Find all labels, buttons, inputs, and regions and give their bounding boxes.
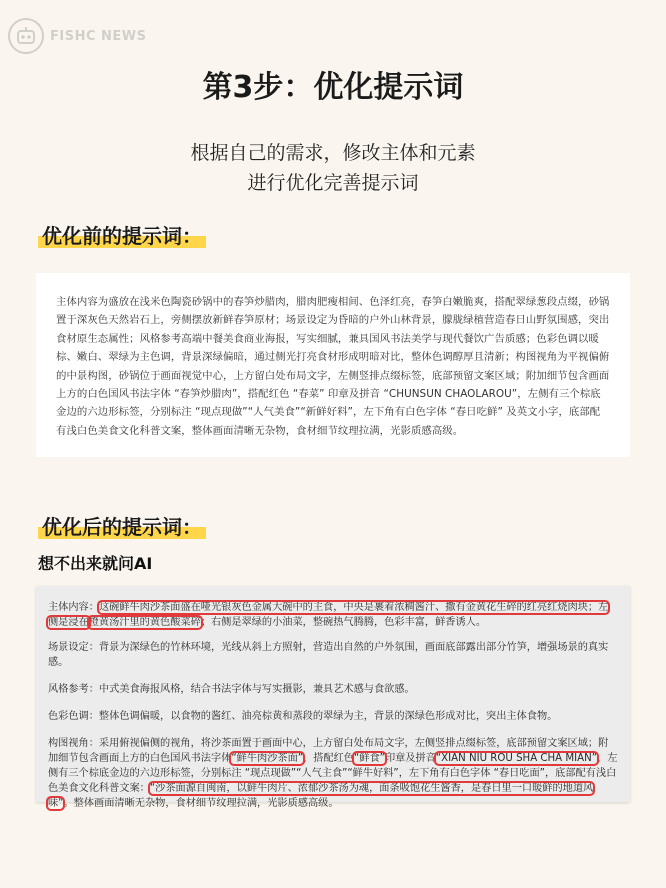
- pinyin-highlight: “XIAN NIU ROU SHA CHA MIAN”: [435, 753, 598, 764]
- composition-text-1: 构图视角：采用俯视偏侧的视角，将沙茶面置于画面中心，上方留白处布局文字，左侧竖排点缀标签，底部预留文案区域；附加细节包含画面上方的白色国风书法字体: [48, 738, 609, 764]
- bottom-whitespace: [0, 802, 666, 888]
- after-subject-paragraph: [48, 600, 618, 630]
- subtitle-line-1: 根据自己的需求，修改主体和元素: [190, 142, 476, 164]
- after-section-label: 优化后的提示词：: [38, 513, 206, 541]
- copy-text-highlight: “沙茶面源自闽南，以鲜牛肉片、浓郁沙茶汤为魂，面条吸饱花生酱香，是春日里一口暖鲜的地道风味”: [48, 783, 594, 809]
- before-prompt-text: 主体内容为盛放在浅米色陶瓷砂锅中的春笋炒腊肉，腊肉肥瘦相间、色泽红亮，春笋白嫩脆爽，搭配翠绿葱段点缀，砂锅置于深灰色天然岩石上，旁侧摆放新鲜春笋原材；场景设定为昏暗的户外山林背景，朦胧绿植营造春日山野氛围感，突出食材原生态属性；风格参考高端中餐美食商业海报，写实细腻，兼具国风书法美学与现代餐饮广告质感；色彩色调以暖棕、嫩白、翠绿为主色调，背景深绿偏暗，通过侧光打亮食材形成明暗对比，整体色调醇厚且清新；构图视角为平视偏俯的中景构图，砂锅位于画面视觉中心，上方留白处布局文字，左侧竖排点缀标签，底部预留文案区域；附加细节包含画面上方的白色国风书法字体 “春笋炒腊肉”，搭配红色 “春菜” 印章及拼音 “CHUNSUN CHAOLAROU”，左侧有三个棕底金边的六边形标签，分别标注 “现点现做”“人气美食”“新鲜好料”，左下角有白色字体 “春日吃鲜” 及英文小字，底部配有浅白色美食文化科普文案，整体画面清晰无杂物，食材细节纹理拉满，光影质感高级。: [56, 296, 610, 437]
- after-prompt-card: [36, 586, 630, 809]
- subtitle: [0, 138, 666, 198]
- after-scene-paragraph: 场景设定：背景为深绿色的竹林环境，光线从斜上方照射，营造出自然的户外氛围，画面底部露出部分竹笋，增强场景的真实感。: [48, 642, 609, 668]
- seal-text-highlight: “鲜食”: [354, 753, 385, 764]
- brand-logo: [8, 18, 147, 54]
- before-section-label: 优化前的提示词：: [38, 222, 206, 250]
- composition-text-4: ，左侧有三个棕底金边的六边形标签，分别标注 “现点现做”“人气主食”“鲜牛好料”，左下角有白色字体 “春日吃面”，底部配有浅白色美食文化科普文案：: [48, 753, 618, 794]
- composition-text-2: ，搭配红色: [303, 753, 354, 764]
- after-composition-paragraph: [48, 736, 618, 811]
- composition-text-5: 。整体画面清晰无杂物，食材细节纹理拉满，光影质感高级。: [63, 798, 339, 809]
- subtitle-line-2: 进行优化完善提示词: [247, 172, 419, 194]
- after-style-paragraph: 风格参考：中式美食海报风格，结合书法字体与写实摄影，兼具艺术感与食欲感。: [48, 684, 415, 695]
- subject-label: 主体内容：: [48, 602, 99, 613]
- robot-head-icon: [8, 18, 44, 54]
- ask-ai-hint: 想不出来就问AI: [38, 554, 153, 573]
- title-text-highlight: “鲜牛肉沙茶面”: [231, 753, 304, 764]
- composition-text-3: 印章及拼音: [384, 753, 436, 764]
- after-color-paragraph: 色彩色调：整体色调偏暖，以食物的酱红、油亮棕黄和蒸段的翠绿为主，背景的深绿色形成对比，突出主体食物。: [48, 711, 558, 722]
- page-title: 第3步：优化提示词: [202, 70, 464, 105]
- brand-name: FISHC NEWS: [50, 28, 147, 44]
- subject-highlight: 这碗鲜牛肉沙茶面盛在哑光银灰色金属大碗中的主食，中央是裹着浓稠酱汁、撒有金黄花生碎的红亮红烧肉块；左侧是浸在: [48, 602, 609, 628]
- side-dish-highlight: 橙黄汤汁里的黄色酸菜碎: [88, 617, 201, 628]
- before-prompt-card: [36, 273, 630, 457]
- subject-rest: ；右侧是翠绿的小油菜，整碗热气腾腾，色彩丰富，鲜香诱人。: [200, 617, 487, 628]
